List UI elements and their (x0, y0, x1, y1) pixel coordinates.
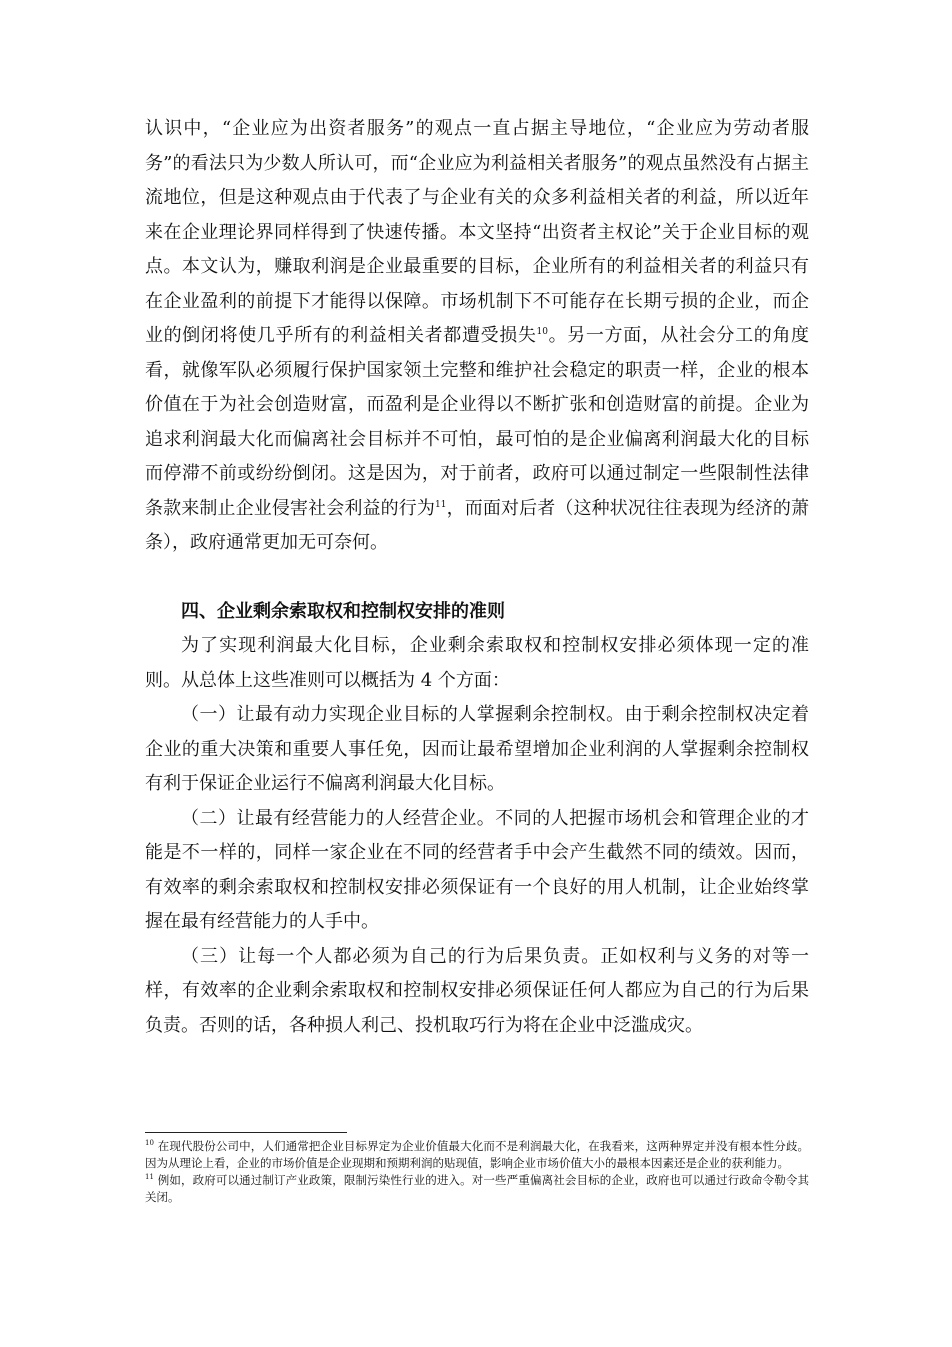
paragraph-text: 。另一方面，从社会分工的角度看，就像军队必须履行保护国家领土完整和维护社会稳定的职责一样，企业的根本价值在于为社会创造财富，而盈利是企业得以不断扩张和创造财富的前提。企业为追求利润最大化而偏离社会目标并不可怕，最可怕的是企业偏离利润最大化的目标而停滞不前或纷纷倒闭。这是因为，对于前者，政府可以通过制定一些限制性法律条款来制止企业侵害社会利益的行为 (145, 325, 810, 519)
paragraph-criteria-intro: 为了实现利润最大化目标，企业剩余索取权和控制权安排必须体现一定的准则。从总体上这些准则可以概括为 4 个方面： (145, 635, 809, 691)
footnote-11 (145, 1172, 809, 1206)
paragraph-criterion-3: （三）让每一个人都必须为自己的行为后果负责。正如权利与义务的对等一样，有效率的企业剩余索取权和控制权安排必须保证任何人都应为自己的行为后果负责。否则的话，各种损人利己、投机取巧行为将在企业中泛滥成灾。 (145, 945, 809, 1036)
footnote-ref-11[interactable]: 11 (435, 499, 447, 510)
footnote-mark-10: 10 (145, 1139, 154, 1148)
section-heading: 四、企业剩余索取权和控制权安排的准则 (181, 600, 505, 622)
section-spacer (145, 561, 809, 595)
paragraph-text: 认识中，“企业应为出资者服务”的观点一直占据主导地位，“企业应为劳动者服务”的看法只为少数人所认可，而“企业应为利益相关者服务”的观点虽然没有占据主流地位，但是这种观点由于代表了与企业有关的众多利益相关者的利益，所以近年来在企业理论界同样得到了快速传播。本文坚持“出资者主权论”关于企业目标的观点。本文认为，赚取利润是企业最重要的目标，企业所有的利益相关者的利益只有在企业盈利的前提下才能得以保障。市场机制下不可能存在长期亏损的企业，而企业的倒闭将使几乎所有的利益相关者都遭受损失 (145, 118, 809, 346)
paragraph-criterion-2: （二）让最有经营能力的人经营企业。不同的人把握市场机会和管理企业的才能是不一样的，同样一家企业在不同的经营者手中会产生截然不同的绩效。因而，有效率的剩余索取权和控制权安排必须保证有一个良好的用人机制，让企业始终掌握在最有经营能力的人手中。 (145, 807, 809, 932)
paragraph-enterprise-goal (145, 112, 809, 561)
footnote-10 (145, 1138, 809, 1172)
document-body (145, 112, 809, 1043)
footnotes (145, 1138, 809, 1206)
footnote-text: 例如，政府可以通过制订产业政策，限制污染性行业的进入。对一些严重偏离社会目标的企业，政府也可以通过行政命令勒令其关闭。 (145, 1173, 809, 1204)
paragraph-text: ，而面对后者（这种状况往往表现为经济的萧条），政府通常更加无可奈何。 (145, 497, 810, 553)
footnote-ref-10[interactable]: 10 (536, 327, 548, 337)
footnote-mark-11: 11 (145, 1173, 154, 1182)
footnote-separator (145, 1132, 347, 1133)
paragraph-criterion-1: （一）让最有动力实现企业目标的人掌握剩余控制权。由于剩余控制权决定着企业的重大决策和重要人事任免，因而让最希望增加企业利润的人掌握剩余控制权有利于保证企业运行不偏离利润最大化目标。 (145, 704, 809, 794)
footnote-text: 在现代股份公司中，人们通常把企业目标界定为企业价值最大化而不是利润最大化，在我看来，这两种界定并没有根本性分歧。因为从理论上看，企业的市场价值是企业现期和预期利润的贴现值，影响企业市场价值大小的最根本因素还是企业的获利能力。 (145, 1139, 809, 1170)
